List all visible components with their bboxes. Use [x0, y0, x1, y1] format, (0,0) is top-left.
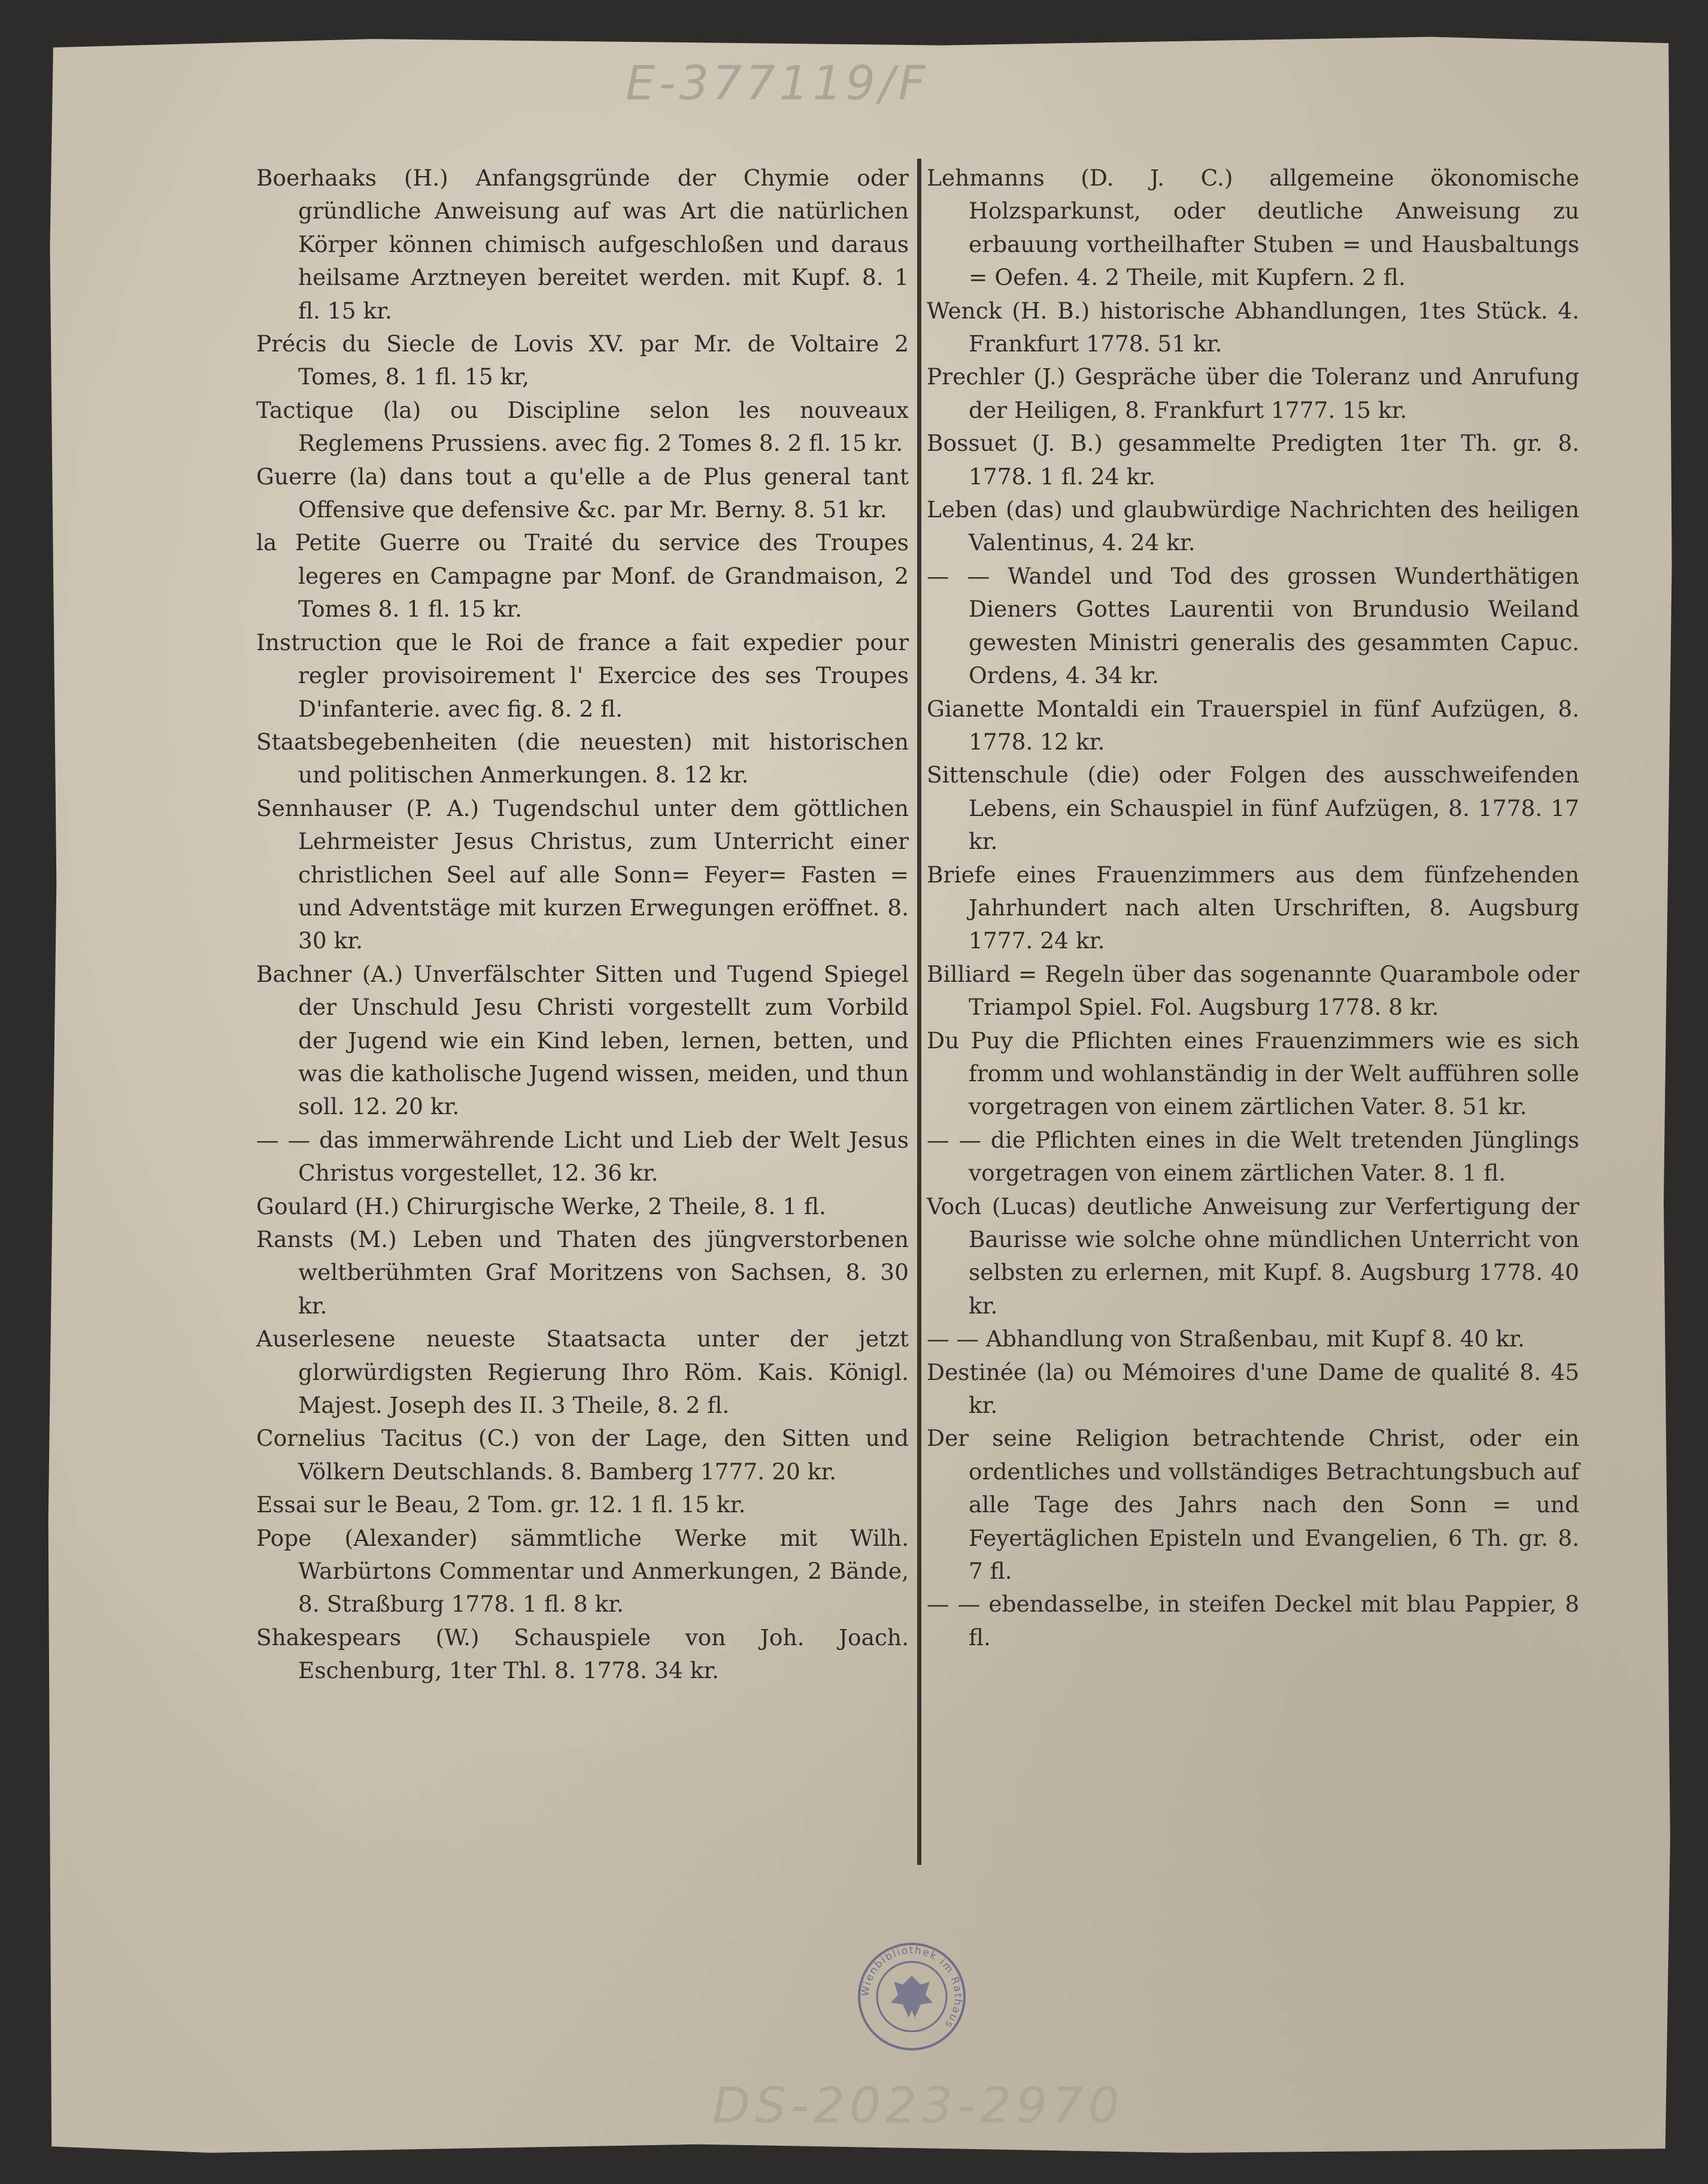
catalog-entry: Voch (Lucas) deutliche Anweisung zur Verfertigung der Baurisse wie solche ohne mündlichen Unterricht von selbsten zu erlernen, mit Kupf. 8. Augsburg 1778. 40 kr. — [927, 1193, 1579, 1319]
catalog-entry: — — das immerwährende Licht und Lieb der Welt Jesus Christus vorgestellet, 12. 36 kr. — [256, 1126, 909, 1187]
catalog-entry: Gianette Montaldi ein Trauerspiel in fünf Aufzügen, 8. 1778. 12 kr. — [927, 695, 1579, 755]
catalog-entry: Instruction que le Roi de france a fait expedier pour regler provisoirement l' Exercice des ses Troupes D'infanterie. avec fig. 8. 2 fl. — [256, 629, 909, 722]
stamp-label: Wienbibliothek im Rathaus — [859, 1944, 964, 2031]
catalog-entry: Shakespears (W.) Schauspiele von Joh. Joach. Eschenburg, 1ter Thl. 8. 1778. 34 kr. — [256, 1624, 909, 1684]
catalog-entry: Guerre (la) dans tout a qu'elle a de Plus general tant Offensive que defensive &c. par Mr. Berny. 8. 51 kr. — [256, 463, 909, 523]
catalog-entry: Sennhauser (P. A.) Tugendschul unter dem göttlichen Lehrmeister Jesus Christus, zum Unterricht einer christlichen Seel auf alle Sonn= Feyer= Fasten = und Adventstäge mit kurzen Erwegungen eröffnet. 8. 30 kr. — [256, 794, 909, 954]
shelfmark-top: E-377119/F — [626, 57, 929, 111]
catalog-entry: Briefe eines Frauenzimmers aus dem fünfzehenden Jahrhundert nach alten Urschriften, 8. Augsburg 1777. 24 kr. — [927, 861, 1579, 954]
column-divider — [917, 159, 921, 1865]
catalog-entry: Goulard (H.) Chirurgische Werke, 2 Theile, 8. 1 fl. — [256, 1193, 826, 1220]
library-stamp-icon — [855, 1940, 969, 2053]
catalog-entry: Précis du Siecle de Lovis XV. par Mr. de Voltaire 2 Tomes, 8. 1 fl. 15 kr, — [256, 330, 909, 390]
catalog-entry: — — Abhandlung von Straßenbau, mit Kupf 8. 40 kr. — [927, 1325, 1525, 1352]
catalog-entry: — — Wandel und Tod des grossen Wunderthätigen Dieners Gottes Laurentii von Brundusio Weiland gewesten Ministri generalis des gesammten Capuc. Ordens, 4. 34 kr. — [927, 562, 1579, 689]
catalog-entry: Tactique (la) ou Discipline selon les nouveaux Reglemens Prussiens. avec fig. 2 Tomes 8. 2 fl. 15 kr. — [256, 396, 909, 457]
right-column — [927, 162, 1579, 1654]
catalog-entry: Pope (Alexander) sämmtliche Werke mit Wilh. Warbürtons Commentar und Anmerkungen, 2 Bände, 8. Straßburg 1778. 1 fl. 8 kr. — [256, 1524, 909, 1618]
catalog-entry: Destinée (la) ou Mémoires d'une Dame de qualité 8. 45 kr. — [927, 1358, 1579, 1419]
catalog-entry: Auserlesene neueste Staatsacta unter der jetzt glorwürdigsten Regierung Ihro Röm. Kais. Königl. Majest. Joseph des II. 3 Theile, 8. 2 fl. — [256, 1325, 909, 1419]
catalog-entry: Cornelius Tacitus (C.) von der Lage, den Sitten und Völkern Deutschlands. 8. Bamberg 1777. 20 kr. — [256, 1425, 909, 1485]
shelfmark-bottom: DS-2023-2970 — [712, 2077, 1124, 2134]
left-column — [256, 162, 909, 1688]
catalog-entry: Boerhaaks (H.) Anfangsgründe der Chymie oder gründliche Anweisung auf was Art die natürlichen Körper können chimisch aufgeschloßen und daraus heilsame Arztneyen bereitet werden. mit Kupf. 8. 1 fl. 15 kr. — [256, 165, 909, 324]
catalog-entry: Bachner (A.) Unverfälschter Sitten und Tugend Spiegel der Unschuld Jesu Christi vorgestellt zum Vorbild der Jugend wie ein Kind leben, lernen, betten, und was die katholische Jugend wissen, meiden, und thun soll. 12. 20 kr. — [256, 960, 909, 1120]
catalog-entry: Du Puy die Pflichten eines Frauenzimmers wie es sich fromm und wohlanständig in der Welt aufführen solle vorgetragen von einem zärtlichen Vater. 8. 51 kr. — [927, 1027, 1579, 1120]
catalog-entry: Leben (das) und glaubwürdige Nachrichten des heiligen Valentinus, 4. 24 kr. — [927, 496, 1579, 556]
catalog-entry: Wenck (H. B.) historische Abhandlungen, 1tes Stück. 4. Frankfurt 1778. 51 kr. — [927, 297, 1579, 357]
catalog-entry: Sittenschule (die) oder Folgen des ausschweifenden Lebens, ein Schauspiel in fünf Aufzügen, 8. 1778. 17 kr. — [927, 762, 1579, 855]
catalog-entry: — — die Pflichten eines in die Welt tretenden Jünglings vorgetragen von einem zärtlichen Vater. 8. 1 fl. — [927, 1126, 1579, 1187]
catalog-entry: Lehmanns (D. J. C.) allgemeine ökonomische Holzsparkunst, oder deutliche Anweisung zu erbauung vortheilhafter Stuben = und Hausbaltungs = Oefen. 4. 2 Theile, mit Kupfern. 2 fl. — [927, 165, 1579, 291]
catalog-entry: Staatsbegebenheiten (die neuesten) mit historischen und politischen Anmerkungen. 8. 12 kr. — [256, 728, 909, 788]
catalog-entry: Der seine Religion betrachtende Christ, oder ein ordentliches und vollständiges Betrachtungsbuch auf alle Tage des Jahrs nach den Sonn = und Feyertäglichen Episteln und Evangelien, 6 Th. gr. 8. 7 fl. — [927, 1425, 1579, 1585]
catalog-entry: Billiard = Regeln über das sogenannte Quarambole oder Triampol Spiel. Fol. Augsburg 1778. 8 kr. — [927, 960, 1579, 1021]
catalog-entry: Ransts (M.) Leben und Thaten des jüngverstorbenen weltberühmten Graf Moritzens von Sachsen, 8. 30 kr. — [256, 1226, 909, 1319]
catalog-entry: Bossuet (J. B.) gesammelte Predigten 1ter Th. gr. 8. 1778. 1 fl. 24 kr. — [927, 430, 1579, 490]
catalog-entry: — — ebendasselbe, in steifen Deckel mit blau Pappier, 8 fl. — [927, 1591, 1579, 1651]
catalog-entry: Essai sur le Beau, 2 Tom. gr. 12. 1 fl. 15 kr. — [256, 1491, 746, 1518]
catalog-entry: la Petite Guerre ou Traité du service des Troupes legeres en Campagne par Monf. de Grandmaison, 2 Tomes 8. 1 fl. 15 kr. — [256, 529, 909, 623]
catalog-entry: Prechler (J.) Gespräche über die Toleranz und Anrufung der Heiligen, 8. Frankfurt 1777. 15 kr. — [927, 363, 1579, 423]
